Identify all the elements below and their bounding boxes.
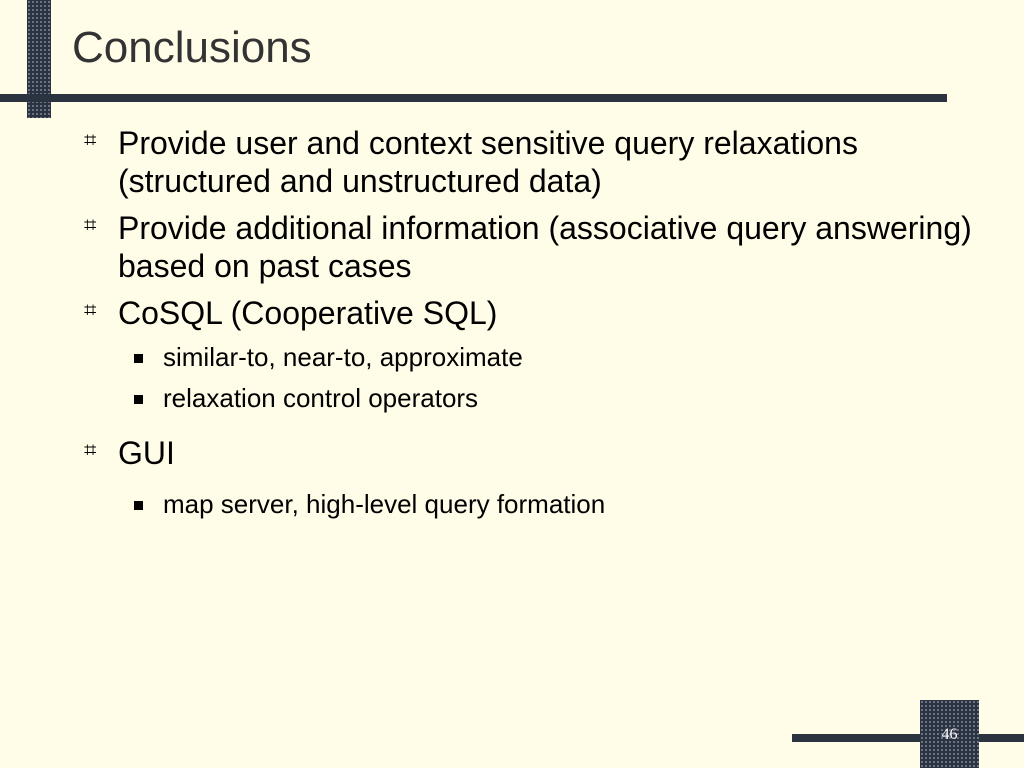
hash-bullet-icon: ⌗ — [84, 127, 97, 152]
bullet-text: Provide user and context sensitive query relaxations (structured and unstructured data) — [118, 125, 858, 199]
footer-line — [792, 734, 1024, 742]
bullet-text: Provide additional information (associative query answering) based on past cases — [118, 210, 972, 284]
square-bullet-icon — [134, 395, 143, 404]
bullet-text: CoSQL (Cooperative SQL) — [118, 295, 498, 331]
bullet-text: GUI — [118, 435, 175, 471]
slide-title: Conclusions — [72, 23, 312, 72]
title-underline — [0, 94, 947, 102]
sub-bullet-text: similar-to, near-to, approximate — [163, 342, 523, 372]
page-number: 46 — [941, 726, 958, 743]
page-number-box — [920, 700, 979, 768]
square-bullet-icon — [134, 501, 143, 510]
hash-bullet-icon: ⌗ — [84, 212, 97, 237]
square-bullet-icon — [134, 354, 143, 363]
sub-bullet-text: relaxation control operators — [163, 383, 479, 413]
sub-bullet-text: map server, high-level query formation — [163, 489, 606, 519]
hash-bullet-icon: ⌗ — [84, 297, 97, 322]
hash-bullet-icon: ⌗ — [84, 437, 97, 462]
